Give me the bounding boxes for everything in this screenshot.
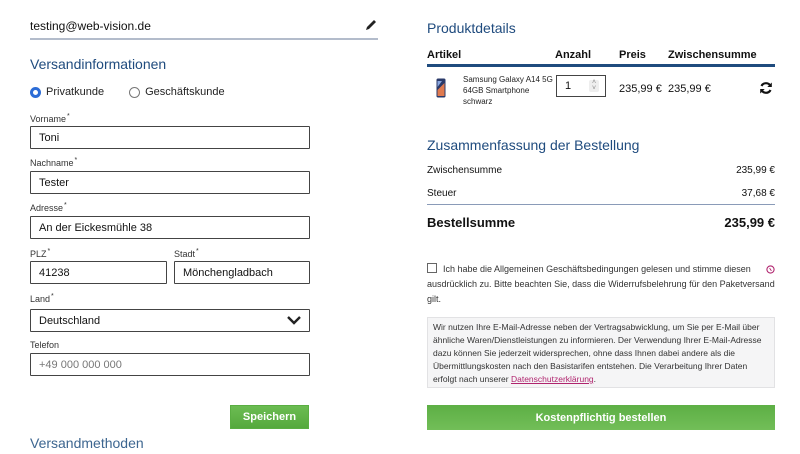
privacy-text: Wir nutzen Ihre E-Mail-Adresse neben der Vertragsabwicklung, um Sie per E-Mail über ähnliche Waren/Dienstleistungen zu informieren. Der Verwendung Ihrer E-Mail-Adresse dazu können Sie jederzeit widersprechen, ohne dass Ihnen dabei andere als die Übermittlungskosten nach den Basistarifen entstehen. Die Verarbeitung Ihrer Daten erfolgt nach unserer xyxy=(433,322,762,384)
order-summary-title: Zusammenfassung der Bestellung xyxy=(427,137,640,153)
summary-subtotal-row xyxy=(427,165,775,176)
radio-label: Privatkunde xyxy=(46,86,105,98)
email-row xyxy=(30,16,378,40)
terms-checkbox[interactable] xyxy=(427,263,437,273)
phone-input[interactable]: +49 000 000 000 xyxy=(30,353,310,376)
terms-text: Ich habe die Allgemeinen Geschäftsbedingungen gelesen und stimme diesen ausdrücklich zu. Bitte beachten Sie, dass die Widerrufsbelehrung für den Paketversand gilt. xyxy=(427,264,775,304)
chevron-down-icon xyxy=(287,315,301,325)
pencil-icon[interactable] xyxy=(364,18,378,32)
address-label: Adresse* xyxy=(30,202,67,213)
zip-input[interactable]: 41238 xyxy=(30,261,167,284)
product-price: 235,99 € xyxy=(619,83,662,95)
col-subtotal: Zwischensumme xyxy=(668,49,757,61)
table-row xyxy=(427,72,775,112)
subtotal-label: Zwischensumme xyxy=(427,165,503,176)
product-name[interactable]: Samsung Galaxy A14 5G 64GB Smartphone schwarz xyxy=(463,75,553,106)
product-image xyxy=(436,78,446,98)
privacy-policy-link[interactable]: Datenschutzerklärung xyxy=(510,374,594,384)
quantity-value: 1 xyxy=(565,80,572,92)
radio-unchecked-icon[interactable] xyxy=(129,87,140,98)
radio-private-customer[interactable] xyxy=(30,86,104,98)
summary-total-row xyxy=(427,215,775,230)
last-name-input[interactable]: Tester xyxy=(30,171,310,194)
tax-label: Steuer xyxy=(427,188,457,199)
country-label: Land* xyxy=(30,293,54,304)
first-name-input[interactable]: Toni xyxy=(30,126,310,149)
refresh-icon[interactable] xyxy=(759,81,773,95)
privacy-notice xyxy=(427,317,775,388)
place-order-button[interactable]: Kostenpflichtig bestellen xyxy=(427,405,775,430)
summary-divider xyxy=(427,204,775,205)
info-icon[interactable] xyxy=(766,265,775,274)
tax-value: 37,68 € xyxy=(741,188,775,199)
col-quantity: Anzahl xyxy=(555,49,592,61)
total-label: Bestellsumme xyxy=(427,215,516,230)
product-table-header xyxy=(427,49,775,67)
quantity-stepper[interactable] xyxy=(556,75,606,97)
col-price: Preis xyxy=(619,49,646,61)
product-details-title: Produktdetails xyxy=(427,20,516,36)
total-value: 235,99 € xyxy=(724,215,775,230)
col-article: Artikel xyxy=(427,49,462,61)
city-label: Stadt* xyxy=(174,248,199,259)
shipping-methods-title: Versandmethoden xyxy=(30,435,144,451)
privacy-suffix: . xyxy=(593,374,597,384)
last-name-label: Nachname* xyxy=(30,157,78,168)
radio-label: Geschäftskunde xyxy=(145,86,225,98)
product-subtotal: 235,99 € xyxy=(668,83,711,95)
radio-checked-icon[interactable] xyxy=(30,87,41,98)
subtotal-value: 235,99 € xyxy=(736,165,775,176)
customer-type-group xyxy=(30,86,250,98)
account-email: testing@web-vision.de xyxy=(30,19,151,33)
terms-agreement xyxy=(427,262,775,307)
first-name-label: Vorname* xyxy=(30,113,70,124)
radio-business-customer[interactable] xyxy=(129,86,225,98)
zip-label: PLZ* xyxy=(30,248,51,259)
phone-label: Telefon xyxy=(30,340,60,350)
spinner-icon[interactable]: ˄ ˅ xyxy=(589,80,599,92)
country-value: Deutschland xyxy=(39,314,101,327)
city-input[interactable]: Mönchengladbach xyxy=(174,261,310,284)
shipping-info-title: Versandinformationen xyxy=(30,56,167,72)
address-input[interactable]: An der Eickesmühle 38 xyxy=(30,216,310,239)
save-button[interactable]: Speichern xyxy=(230,405,309,429)
country-select[interactable] xyxy=(30,309,310,332)
summary-tax-row xyxy=(427,188,775,199)
